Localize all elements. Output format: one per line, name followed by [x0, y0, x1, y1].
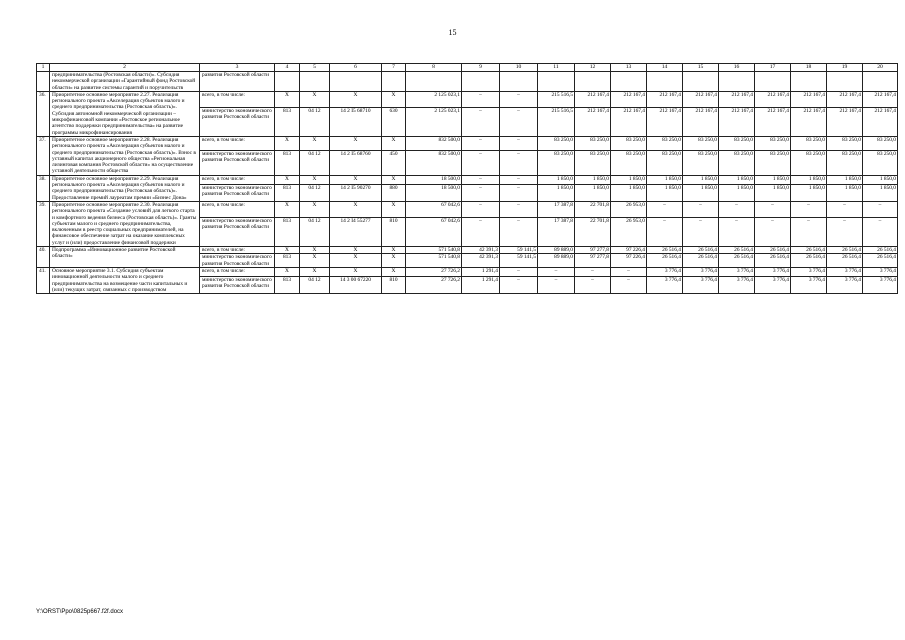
year-amount: –	[500, 91, 538, 107]
year-amount: 1 850,0	[611, 175, 647, 184]
activity-name: Подпрограмма «Инновационное развитие Ростовской области»	[50, 247, 200, 268]
year-amount	[719, 72, 755, 92]
total-amount: 67 042,6	[406, 201, 462, 217]
column-number-cell: 11	[538, 64, 575, 72]
year-amount: 59 141,5	[500, 254, 538, 268]
row-number: 38.	[37, 175, 50, 201]
year-amount: 89 889,0	[538, 247, 575, 254]
year-amount	[575, 72, 611, 92]
expense-type-code: 810	[382, 217, 406, 246]
year-amount: 212 167,4	[863, 107, 898, 136]
year-amount: 97 277,8	[575, 247, 611, 254]
year-amount: –	[538, 277, 575, 294]
year-amount: –	[827, 217, 863, 246]
year-amount: 212 167,4	[827, 107, 863, 136]
target-article-code: 14 2 I5 68760	[330, 150, 382, 175]
year-amount: 212 167,4	[647, 107, 683, 136]
year-amount: 83 250,0	[719, 136, 755, 150]
year-amount: 83 250,0	[575, 150, 611, 175]
target-article-code: X	[330, 136, 382, 150]
year-amount: –	[575, 277, 611, 294]
year-amount: –	[538, 267, 575, 276]
year-amount: 3 776,4	[755, 277, 791, 294]
expense-type-code: X	[382, 254, 406, 268]
year-amount: –	[500, 267, 538, 276]
expense-type-code	[382, 72, 406, 92]
budget-table	[36, 63, 898, 294]
column-number-cell: 12	[575, 64, 611, 72]
section-code: X	[300, 91, 330, 107]
year-amount: 212 167,4	[647, 91, 683, 107]
year-amount: 83 250,0	[538, 136, 575, 150]
year-amount: 3 776,4	[683, 277, 719, 294]
year-amount: 89 889,0	[538, 254, 575, 268]
column-number-cell: 15	[683, 64, 719, 72]
year-amount: 1 850,0	[611, 184, 647, 201]
year-amount: 1 850,0	[863, 175, 898, 184]
year-amount: 83 250,0	[647, 136, 683, 150]
year-amount: 83 250,0	[575, 136, 611, 150]
executor-cell: министерство экономического развития Ростовской области	[200, 150, 275, 175]
total-amount: 27 726,2	[406, 277, 462, 294]
year-amount: –	[462, 150, 500, 175]
year-amount: –	[611, 277, 647, 294]
target-article-code: X	[330, 91, 382, 107]
executor-cell: всего, в том числе:	[200, 247, 275, 254]
year-amount: –	[719, 217, 755, 246]
executor-cell: министерство экономического развития Ростовской области	[200, 217, 275, 246]
year-amount: 3 776,4	[791, 267, 827, 276]
year-amount: 1 850,0	[575, 184, 611, 201]
year-amount: 1 850,0	[791, 184, 827, 201]
total-amount: 27 726,2	[406, 267, 462, 276]
year-amount: 83 250,0	[683, 136, 719, 150]
year-amount: 212 167,4	[791, 91, 827, 107]
year-amount: 212 167,4	[791, 107, 827, 136]
year-amount: 83 250,0	[719, 150, 755, 175]
target-article-code: 14 2 I4 55277	[330, 217, 382, 246]
executor-cell: всего, в том числе:	[200, 136, 275, 150]
year-amount: 83 250,0	[755, 150, 791, 175]
year-amount: –	[683, 201, 719, 217]
activity-name: Приоритетное основное мероприятие 2.29. Реализация регионального проекта «Акселерация субъектов малого и среднего предпринимательства (Ростовская область)». Предоставление премий лауреатам премии «Бизнес Дона»	[50, 175, 200, 201]
year-amount: 22 701,8	[575, 201, 611, 217]
year-amount	[755, 72, 791, 92]
year-amount: –	[462, 136, 500, 150]
year-amount: 212 167,4	[611, 107, 647, 136]
table-row	[37, 267, 898, 276]
year-amount: 83 250,0	[647, 150, 683, 175]
year-amount: 26 516,4	[647, 254, 683, 268]
expense-type-code: X	[382, 247, 406, 254]
executor-cell: министерство экономического развития Ростовской области	[200, 107, 275, 136]
year-amount: 3 776,4	[863, 267, 898, 276]
column-number-cell: 4	[275, 64, 300, 72]
year-amount: 26 516,4	[863, 247, 898, 254]
grbs-code: X	[275, 247, 300, 254]
year-amount: –	[791, 201, 827, 217]
year-amount: 83 250,0	[791, 136, 827, 150]
year-amount: 3 776,4	[683, 267, 719, 276]
executor-cell: министерство экономического развития Ростовской области	[200, 277, 275, 294]
year-amount: –	[500, 175, 538, 184]
executor-cell: всего, в том числе:	[200, 175, 275, 184]
year-amount: 83 250,0	[863, 136, 898, 150]
row-number: 37.	[37, 136, 50, 175]
grbs-code: 813	[275, 150, 300, 175]
year-amount: 22 701,8	[575, 217, 611, 246]
year-amount: 26 953,0	[611, 201, 647, 217]
year-amount: 1 850,0	[538, 184, 575, 201]
year-amount: 212 167,4	[575, 91, 611, 107]
year-amount: –	[462, 91, 500, 107]
column-number-cell: 20	[863, 64, 898, 72]
expense-type-code: 880	[382, 184, 406, 201]
grbs-code: 813	[275, 107, 300, 136]
year-amount: –	[863, 201, 898, 217]
year-amount: 26 516,4	[719, 254, 755, 268]
year-amount: 3 776,4	[719, 277, 755, 294]
executor-cell: министерство экономического развития Ростовской области	[200, 184, 275, 201]
expense-type-code: X	[382, 91, 406, 107]
expense-type-code: X	[382, 201, 406, 217]
row-number: 39.	[37, 201, 50, 246]
column-number-cell: 16	[719, 64, 755, 72]
year-amount: 26 516,4	[827, 254, 863, 268]
grbs-code: X	[275, 91, 300, 107]
year-amount: –	[863, 217, 898, 246]
column-number-cell: 7	[382, 64, 406, 72]
total-amount: 18 500,0	[406, 175, 462, 184]
year-amount: 212 167,4	[611, 91, 647, 107]
executor-cell: развития Ростовской области	[200, 72, 275, 92]
expense-type-code: X	[382, 175, 406, 184]
grbs-code: 813	[275, 277, 300, 294]
grbs-code: 813	[275, 217, 300, 246]
year-amount	[500, 72, 538, 92]
year-amount: 59 141,5	[500, 247, 538, 254]
activity-name: Основное мероприятие 3.1. Субсидия субъектам инновационной деятельности малого и среднего предпринимательства на возмещение части капитальных и (или) текущих затрат, связанных с производством	[50, 267, 200, 293]
year-amount: 1 291,4	[462, 277, 500, 294]
year-amount	[647, 72, 683, 92]
executor-cell: всего, в том числе:	[200, 267, 275, 276]
year-amount: 83 250,0	[683, 150, 719, 175]
year-amount: 26 516,4	[755, 254, 791, 268]
column-number-cell: 1	[37, 64, 50, 72]
year-amount: 3 776,4	[719, 267, 755, 276]
year-amount: –	[755, 201, 791, 217]
activity-name: Приоритетное основное мероприятие 2.27. Реализация регионального проекта «Акселерация субъектов малого и среднего предпринимательства (Ростовская область)». Субсидия автономной некоммерческой организации – микрофинансовой компании «Ростовское региональное агентство поддержки предпринимательства» на развитие программы микрофинансирования	[50, 91, 200, 136]
year-amount: –	[791, 217, 827, 246]
year-amount: 1 850,0	[647, 175, 683, 184]
grbs-code: 813	[275, 254, 300, 268]
year-amount: 83 250,0	[827, 150, 863, 175]
year-amount: –	[827, 201, 863, 217]
page-number: 15	[448, 28, 457, 37]
year-amount: 1 850,0	[575, 175, 611, 184]
column-number-cell: 17	[755, 64, 791, 72]
year-amount: 1 850,0	[863, 184, 898, 201]
activity-name: Приоритетное основное мероприятие 2.30. Реализация регионального проекта «Создание условий для легкого старта и комфортного ведения бизнеса (Ростовская область)». Гранты субъектам малого и среднего предпринимательства, включенным в реестр социальных предпринимателей, на финансовое обеспечение затрат на оказание комплексных услуг и (или) предоставление финансовой поддержки	[50, 201, 200, 246]
total-amount	[406, 72, 462, 92]
total-amount: 2 125 023,1	[406, 107, 462, 136]
total-amount: 832 500,0	[406, 136, 462, 150]
year-amount: 26 516,4	[863, 254, 898, 268]
total-amount: 67 042,6	[406, 217, 462, 246]
column-number-row	[37, 64, 898, 72]
year-amount: 97 277,8	[575, 254, 611, 268]
column-number-cell: 3	[200, 64, 275, 72]
year-amount: 1 850,0	[538, 175, 575, 184]
year-amount: 212 167,4	[719, 107, 755, 136]
row-number: 36.	[37, 91, 50, 136]
total-amount: 2 125 023,1	[406, 91, 462, 107]
column-number-cell: 8	[406, 64, 462, 72]
year-amount: 1 850,0	[719, 175, 755, 184]
year-amount: 42 391,3	[462, 254, 500, 268]
target-article-code: 14 3 00 67220	[330, 277, 382, 294]
column-number-cell: 2	[50, 64, 200, 72]
year-amount: 26 516,4	[719, 247, 755, 254]
expense-type-code: 630	[382, 107, 406, 136]
year-amount: 26 516,4	[647, 247, 683, 254]
year-amount: 212 167,4	[755, 91, 791, 107]
grbs-code: X	[275, 175, 300, 184]
target-article-code: X	[330, 254, 382, 268]
year-amount: 83 250,0	[538, 150, 575, 175]
grbs-code	[275, 72, 300, 92]
year-amount: 26 953,0	[611, 217, 647, 246]
executor-cell: министерство экономического развития Ростовской области	[200, 254, 275, 268]
year-amount: –	[462, 184, 500, 201]
year-amount: –	[755, 217, 791, 246]
year-amount: –	[500, 150, 538, 175]
year-amount: –	[462, 217, 500, 246]
year-amount: 83 250,0	[863, 150, 898, 175]
expense-type-code: 810	[382, 277, 406, 294]
section-code	[300, 72, 330, 92]
section-code: X	[300, 267, 330, 276]
target-article-code: 14 2 I5 90270	[330, 184, 382, 201]
section-code: 04 12	[300, 217, 330, 246]
total-amount: 832 500,0	[406, 150, 462, 175]
grbs-code: X	[275, 136, 300, 150]
section-code: 04 12	[300, 150, 330, 175]
year-amount: –	[500, 107, 538, 136]
activity-name: предпринимательства (Ростовская области)». Субсидия некоммерческой организации «Гарантийный фонд Ростовской области» на развитие системы гарантий и поручительств	[50, 72, 200, 92]
year-amount	[827, 72, 863, 92]
activity-name: Приоритетное основное мероприятие 2.28. Реализация регионального проекта «Акселерация субъектов малого и среднего предпринимательства (Ростовская область)». Взнос в уставный капитал акционерного общества «Региональная лизинговая компания Ростовской области» на осуществление уставной деятельности общества	[50, 136, 200, 175]
year-amount: 1 850,0	[683, 175, 719, 184]
column-number-cell: 19	[827, 64, 863, 72]
column-number-cell: 9	[462, 64, 500, 72]
year-amount: 3 776,4	[827, 277, 863, 294]
year-amount	[462, 72, 500, 92]
year-amount: 97 226,4	[611, 247, 647, 254]
grbs-code: X	[275, 201, 300, 217]
year-amount: 17 387,8	[538, 201, 575, 217]
table-row	[37, 247, 898, 254]
year-amount: 1 850,0	[647, 184, 683, 201]
year-amount: –	[683, 217, 719, 246]
year-amount: 26 516,4	[683, 254, 719, 268]
expense-type-code: X	[382, 267, 406, 276]
column-number-cell: 14	[647, 64, 683, 72]
year-amount: –	[462, 201, 500, 217]
year-amount: 1 850,0	[755, 184, 791, 201]
year-amount	[611, 72, 647, 92]
year-amount: 212 167,4	[575, 107, 611, 136]
expense-type-code: X	[382, 136, 406, 150]
table-row	[37, 201, 898, 217]
section-code: 04 12	[300, 277, 330, 294]
year-amount: 212 167,4	[863, 91, 898, 107]
year-amount	[683, 72, 719, 92]
year-amount: 1 850,0	[755, 175, 791, 184]
year-amount: 1 850,0	[791, 175, 827, 184]
target-article-code: X	[330, 247, 382, 254]
year-amount: 3 776,4	[863, 277, 898, 294]
year-amount: 26 516,4	[683, 247, 719, 254]
year-amount: 1 291,4	[462, 267, 500, 276]
year-amount: 1 850,0	[827, 175, 863, 184]
year-amount: 26 516,4	[791, 254, 827, 268]
year-amount: 83 250,0	[611, 136, 647, 150]
year-amount: 212 167,4	[683, 107, 719, 136]
year-amount: 212 167,4	[683, 91, 719, 107]
year-amount: 83 250,0	[791, 150, 827, 175]
row-number	[37, 72, 50, 92]
column-number-cell: 6	[330, 64, 382, 72]
year-amount: 17 387,8	[538, 217, 575, 246]
grbs-code: X	[275, 267, 300, 276]
year-amount: 3 776,4	[647, 267, 683, 276]
target-article-code: 14 2 I5 68710	[330, 107, 382, 136]
target-article-code: X	[330, 267, 382, 276]
column-number-cell: 18	[791, 64, 827, 72]
year-amount: 212 167,4	[827, 91, 863, 107]
row-number: 40.	[37, 247, 50, 268]
year-amount: –	[500, 201, 538, 217]
table-row	[37, 91, 898, 107]
year-amount: 3 776,4	[827, 267, 863, 276]
year-amount: 212 167,4	[755, 107, 791, 136]
row-number: 41.	[37, 267, 50, 293]
section-code: 04 12	[300, 184, 330, 201]
year-amount: 42 391,3	[462, 247, 500, 254]
year-amount: 97 226,4	[611, 254, 647, 268]
year-amount	[863, 72, 898, 92]
table-row	[37, 136, 898, 150]
grbs-code: 813	[275, 184, 300, 201]
section-code: X	[300, 136, 330, 150]
year-amount: –	[575, 267, 611, 276]
year-amount: 212 167,4	[719, 91, 755, 107]
year-amount: 215 516,5	[538, 91, 575, 107]
table-row	[37, 175, 898, 184]
year-amount	[791, 72, 827, 92]
year-amount: –	[462, 107, 500, 136]
year-amount: 83 250,0	[611, 150, 647, 175]
year-amount: 26 516,4	[791, 247, 827, 254]
year-amount	[538, 72, 575, 92]
year-amount: 215 516,5	[538, 107, 575, 136]
year-amount: –	[500, 136, 538, 150]
year-amount: 3 776,4	[791, 277, 827, 294]
year-amount: –	[462, 175, 500, 184]
year-amount: 1 850,0	[827, 184, 863, 201]
year-amount: 83 250,0	[827, 136, 863, 150]
total-amount: 571 540,8	[406, 247, 462, 254]
section-code: X	[300, 254, 330, 268]
year-amount: 3 776,4	[755, 267, 791, 276]
column-number-cell: 13	[611, 64, 647, 72]
section-code: 04 12	[300, 107, 330, 136]
expense-type-code: 450	[382, 150, 406, 175]
year-amount: 1 850,0	[719, 184, 755, 201]
total-amount: 571 540,8	[406, 254, 462, 268]
year-amount: –	[611, 267, 647, 276]
table-row	[37, 72, 898, 92]
target-article-code: X	[330, 201, 382, 217]
year-amount: –	[500, 217, 538, 246]
budget-table-container	[36, 63, 896, 294]
column-number-cell: 5	[300, 64, 330, 72]
year-amount: 26 516,4	[755, 247, 791, 254]
year-amount: –	[500, 277, 538, 294]
section-code: X	[300, 175, 330, 184]
section-code: X	[300, 201, 330, 217]
year-amount: 3 776,4	[647, 277, 683, 294]
total-amount: 18 500,0	[406, 184, 462, 201]
year-amount: –	[647, 217, 683, 246]
footer-file-path: Y:\ORST\Ppo\0825p667.f2f.docx	[36, 609, 124, 615]
target-article-code	[330, 72, 382, 92]
column-number-cell: 10	[500, 64, 538, 72]
year-amount: –	[719, 201, 755, 217]
target-article-code: X	[330, 175, 382, 184]
year-amount: 83 250,0	[755, 136, 791, 150]
executor-cell: всего, в том числе:	[200, 91, 275, 107]
year-amount: –	[500, 184, 538, 201]
year-amount: –	[647, 201, 683, 217]
year-amount: 26 516,4	[827, 247, 863, 254]
executor-cell: всего, в том числе:	[200, 201, 275, 217]
section-code: X	[300, 247, 330, 254]
year-amount: 1 850,0	[683, 184, 719, 201]
